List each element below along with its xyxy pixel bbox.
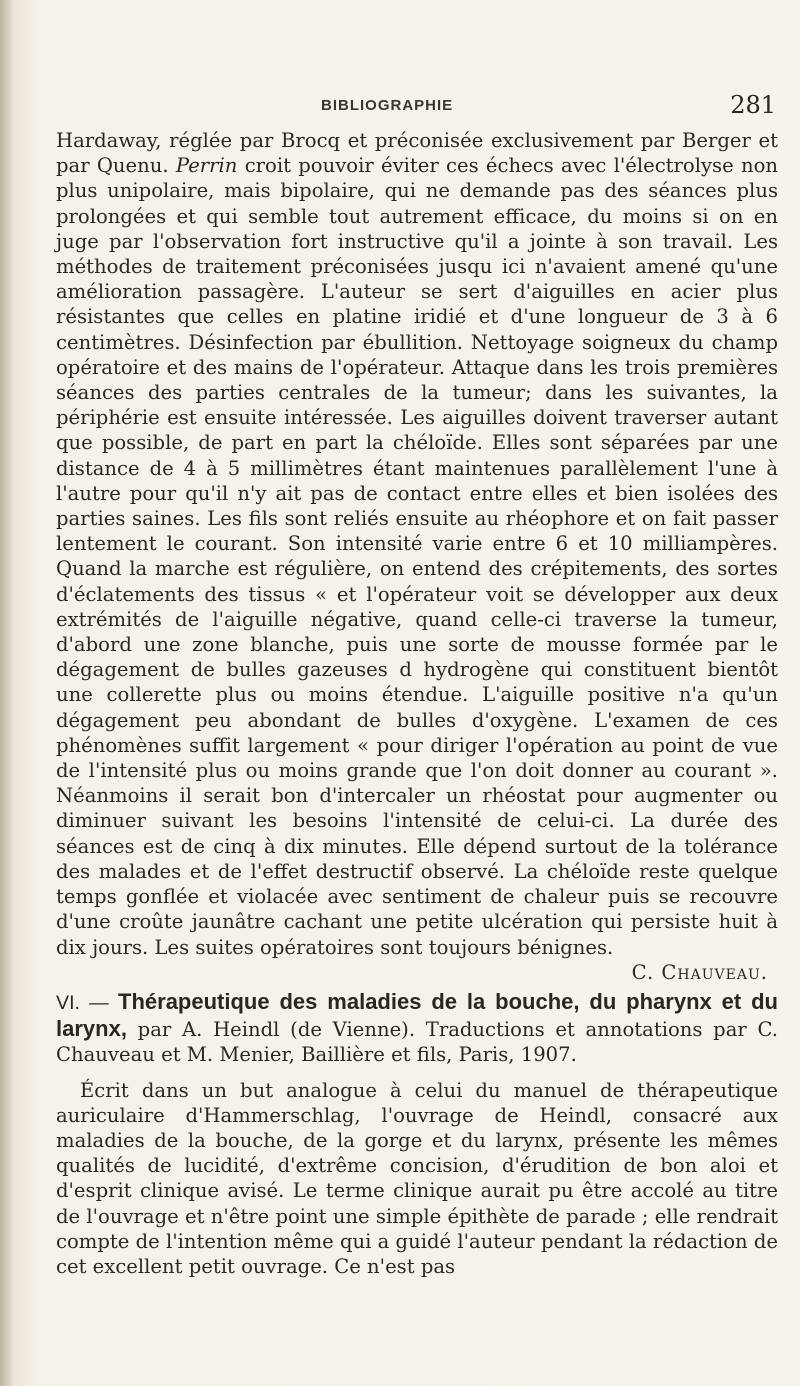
paragraph-1: [56, 128, 778, 960]
paragraph-1-rest: croit pouvoir éviter ces échecs avec l'électrolyse non plus unipolaire, mais bipolaire, qui ne demande pas des séances plus prolongées et qui semble tout autrement efficace, du moins si on en juge par l'observation fort instructive qu'il a jointe à son travail. Les méthodes de traitement préconisées jusqu ici n'avaient amené qu'une amélioration passagère. L'auteur se sert d'aiguilles en acier plus résistantes que celles en platine iridié et d'une longueur de 3 à 6 centimètres. Désinfection par ébullition. Nettoyage soigneux du champ opératoire et des mains de l'opérateur. Attaque dans les trois premières séances des parties centrales de la tumeur; dans les suivantes, la périphérie est ensuite intéressée. Les aiguilles doivent traverser autant que possible, de part en part la chéloïde. Elles sont séparées par une distance de 4 à 5 millimètres étant maintenues parallèlement l'une à l'autre pour qu'il n'y ait pas de contact entre elles et bien isolées des parties saines. Les fils sont reliés ensuite au rhéophore et on fait passer lentement le courant. Son intensité varie entre 6 et 10 milliampères. Quand la marche est régulière, on entend des crépitements, des sortes d'éclatements des tissus « et l'opérateur voit se développer aux deux extrémités de l'aiguille négative, quand celle-ci traverse la tumeur, d'abord une zone blanche, puis une sorte de mousse formée par le dégagement de bulles gazeuses d hydrogène qui constituent bientôt une collerette plus ou moins étendue. L'aiguille positive n'a qu'un dégagement peu abondant de bulles d'oxygène. L'examen de ces phénomènes suffit largement « pour diriger l'opération au point de vue de l'intensité plus ou moins grande que l'on doit donner au courant ». Néanmoins il serait bon d'intercaler un rhéostat pour augmenter ou diminuer suivant les besoins l'intensité de celui-ci. La durée des séances est de cinq à dix minutes. Elle dépend surtout de la tolérance des malades et de l'effet destructif observé. La chéloïde reste quelque temps gonflée et violacée avec sentiment de chaleur puis se recouvre d'une croûte jaunâtre cachant une petite ulcération qui persiste huit à dix jours. Les suites opératoires sont toujours bénignes.: [56, 154, 778, 959]
running-head: BIBLIOGRAPHIE: [321, 97, 454, 114]
signature-chauveau: C. Chauveau.: [631, 960, 768, 984]
body-text: [56, 128, 778, 1279]
section-citation: par A. Heindl (de Vienne). Traductions et annotations par C. Chauveau et M. Menier, Baillière et fils, Paris, 1907.: [56, 1018, 778, 1067]
page-binding-edge: [0, 0, 12, 1386]
paragraph-1-start: Hardaway, réglée par Brocq et préconisée exclusivement par Berger et par Quenu.: [56, 129, 778, 178]
author-name-perrin: Perrin: [175, 154, 238, 178]
section-heading: [56, 989, 778, 1068]
page-number: 281: [730, 91, 776, 119]
page-header: [56, 93, 776, 119]
section-number: VI. —: [56, 991, 119, 1014]
paragraph-2: Écrit dans un but analogue à celui du manuel de thérapeutique auriculaire d'Hammerschlag, l'ouvrage de Heindl, consacré aux maladies de la bouche, de la gorge et du larynx, présente les mêmes qualités de lucidité, d'extrême concision, d'érudition de bon aloi et d'esprit clinique avisé. Le terme clinique aurait pu être accolé au titre de l'ouvrage et n'être point une simple épithète de parade ; elle rendrait compte de l'intention même qui a guidé l'auteur pendant la rédaction de cet excellent petit ouvrage. Ce n'est pas: [56, 1078, 778, 1278]
section-title: Thérapeutique des maladies de la bouche, du pharynx et du larynx,: [56, 988, 778, 1042]
